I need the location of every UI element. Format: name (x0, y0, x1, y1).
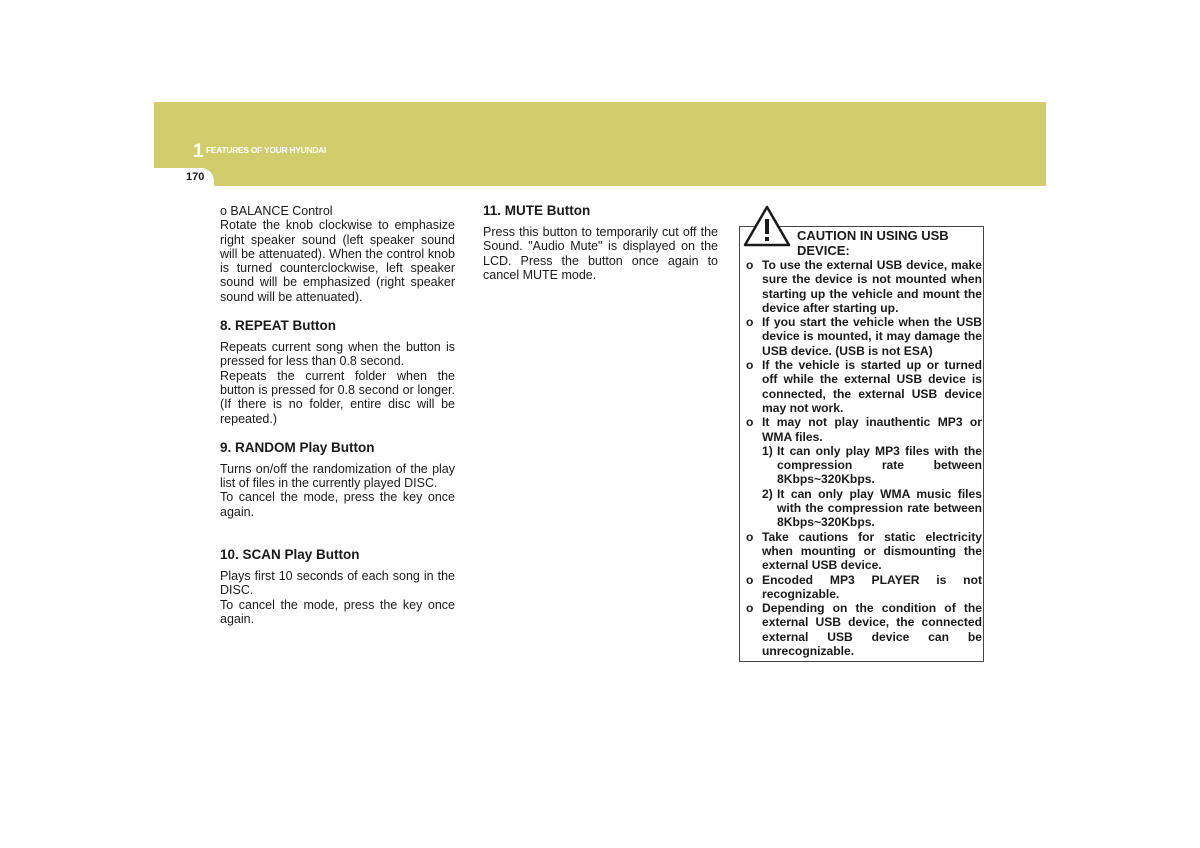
list-item-text: Take cautions for static electricity when mounting or dismounting the external USB device. (762, 529, 982, 573)
list-item-content (762, 415, 982, 529)
list-item-text: It may not play inauthentic MP3 or WMA files. (762, 415, 982, 444)
list-item (746, 415, 982, 529)
sub-item (762, 487, 982, 530)
bullet: o (746, 258, 754, 272)
sub-item-text: It can only play MP3 files with the compression rate between 8Kbps~320Kbps. (777, 443, 982, 487)
caution-title: CAUTION IN USING USB DEVICE: (797, 228, 949, 258)
bullet: o (746, 601, 754, 616)
page-number-tab (154, 168, 214, 186)
bullet: o (746, 315, 754, 330)
left-column (220, 204, 455, 626)
list-item (746, 315, 982, 358)
list-item (746, 573, 982, 602)
caution-list (746, 258, 982, 658)
sub-item-number: 2) (762, 486, 773, 501)
bullet: o (746, 415, 754, 430)
page-number: 170 (186, 171, 205, 183)
balance-body: Rotate the knob clockwise to emphasize right speaker sound (left speaker sound will be attenuated). When the control knob is turned counterclockwise, left speaker sound will be emphasized (right speaker sound will be attenuated). (220, 218, 455, 304)
scan-body-1: Plays first 10 seconds of each song in the DISC. (220, 569, 455, 598)
balance-title: o BALANCE Control (220, 204, 333, 218)
list-item (746, 358, 982, 415)
repeat-body-2: Repeats the current folder when the button is pressed for 0.8 second or longer. (If there is no folder, entire disc will be repeated.) (220, 368, 455, 426)
bullet: o (746, 529, 754, 544)
list-item-text: Depending on the condition of the external USB device, the connected external USB device can be unrecognizable. (762, 601, 982, 659)
list-item-text: To use the external USB device, make sure the device is not mounted when starting up the vehicle and mount the device after starting up. (762, 258, 982, 315)
bullet: o (746, 358, 754, 373)
repeat-heading: 8. REPEAT Button (220, 318, 336, 334)
sub-item-text: It can only play WMA music files with the compression rate between 8Kbps~320Kbps. (777, 486, 982, 530)
list-item-text: If the vehicle is started up or turned off while the external USB device is connected, the external USB device may not work. (762, 358, 982, 415)
list-item (746, 530, 982, 573)
random-heading: 9. RANDOM Play Button (220, 439, 375, 455)
list-item-text: If you start the vehicle when the USB device is mounted, it may damage the USB device. (USB is not ESA) (762, 315, 982, 358)
repeat-body-1: Repeats current song when the button is pressed for less than 0.8 second. (220, 340, 455, 369)
middle-column (483, 203, 718, 282)
random-body-1: Turns on/off the randomization of the play list of files in the currently played DISC. (220, 461, 455, 491)
random-body-2: To cancel the mode, press the key once again. (220, 490, 455, 519)
chapter-number: 1 (193, 141, 204, 162)
scan-heading: 10. SCAN Play Button (220, 547, 360, 563)
sub-item (762, 444, 982, 487)
warning-triangle-icon (743, 205, 791, 247)
bullet: o (746, 572, 754, 587)
chapter-title: FEATURES OF YOUR HYUNDAI (206, 145, 326, 155)
scan-body-2: To cancel the mode, press the key once again. (220, 597, 455, 626)
list-item (746, 258, 982, 315)
list-item (746, 601, 982, 658)
list-item-text: Encoded MP3 PLAYER is not recognizable. (762, 572, 982, 601)
sub-item-number: 1) (762, 443, 773, 458)
mute-heading: 11. MUTE Button (483, 203, 591, 218)
mute-body: Press this button to temporarily cut off the Sound. "Audio Mute" is displayed on the LCD. Press the button once again to cancel MUTE mode. (483, 225, 718, 282)
